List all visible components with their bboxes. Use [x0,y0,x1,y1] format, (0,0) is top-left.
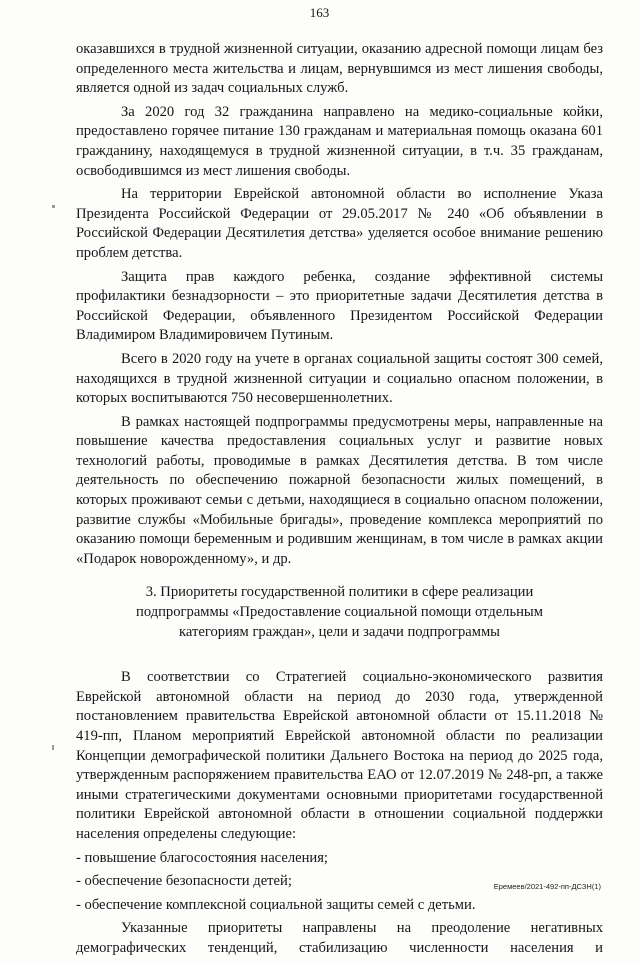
list-item: - обеспечение безопасности детей; [76,872,603,892]
footer-code: Еремеев/2021-492-пп-ДСЗН(1) [493,882,601,891]
heading-line: 3. Приоритеты государственной политики в сфере реализации [145,584,534,601]
paragraph: В соответствии со Стратегией социально-экономического развития Еврейской автономной области на период до 2030 года, утвержденной постановлением правительства Еврейской автономной области от 15.11.2018 № 419-пп, Планом мероприятий Еврейской автономной области по реализации Концепции демографической политики Дальнего Востока на период до 2025 года, утвержденным распоряжением правительства ЕАО от 12.07.2019 № 248-рп, а также иными стратегическими документами основными приоритетами государственной политики Еврейской автономной области в отношении социальной поддержки населения определены следующие: [76,669,603,842]
paragraph: Всего в 2020 году на учете в органах социальной защиты состоят 300 семей, находящихся в трудной жизненной ситуации и социально опасном положении, в которых воспитываются 750 несовершеннолетних. [76,350,603,407]
margin-mark [52,745,54,750]
margin-mark [52,205,55,208]
heading-line: категориям граждан», цели и задачи подпрограммы [179,623,500,640]
paragraph: В рамках настоящей подпрограммы предусмотрены меры, направленные на повышение качества предоставления социальных услуг и развитие новых технологий работы, проводимые в рамках Десятилетия детства. В том числе деятельность по обеспечению пожарной безопасности жилых помещений, в которых проживают семьи с детьми, находящиеся в социально опасном положении, развитие службы «Мобильные бригады», проведение комплекса мероприятий по оказанию помощи беременным и родившим женщинам, в том числе в рамках акции «Подарок новорожденному», и др. [76,413,603,567]
document-body [76,40,603,963]
paragraph: За 2020 год 32 гражданина направлено на медико-социальные койки, предоставлено горячее питание 130 гражданам и материальная помощь оказана 601 гражданину, находящемуся в трудной жизненной ситуации, в т.ч. 35 гражданам, освободившимся из мест лишения свободы. [76,103,603,179]
section-heading [106,583,573,642]
heading-line: подпрограммы «Предоставление социальной помощи отдельным [136,604,543,621]
page-number: 163 [309,5,330,20]
paragraph: На территории Еврейской автономной области во исполнение Указа Президента Российской Федерации от 29.05.2017 № 240 «Об объявлении в Российской Федерации Десятилетия детства» уделяется особое внимание решению проблем детства. [76,186,603,261]
paragraph: Защита прав каждого ребенка, создание эффективной системы профилактики безнадзорности – это приоритетные задачи Десятилетия детства в Российской Федерации, объявленного Президентом Российской Федерации Владимиром Владимировичем Путиным. [76,268,603,344]
list-item: - обеспечение комплексной социальной защиты семей с детьми. [76,896,603,916]
paragraph: Указанные приоритеты направлены на преодоление негативных демографических тенденций, стабилизацию численности населения и [76,920,603,956]
paragraph: оказавшихся в трудной жизненной ситуации, оказанию адресной помощи лицам без определенного места жительства и лицам, вернувшимся из мест лишения свободы, является одной из задач социальных служб. [76,41,603,97]
list-item: - повышение благосостояния населения; [76,849,603,869]
